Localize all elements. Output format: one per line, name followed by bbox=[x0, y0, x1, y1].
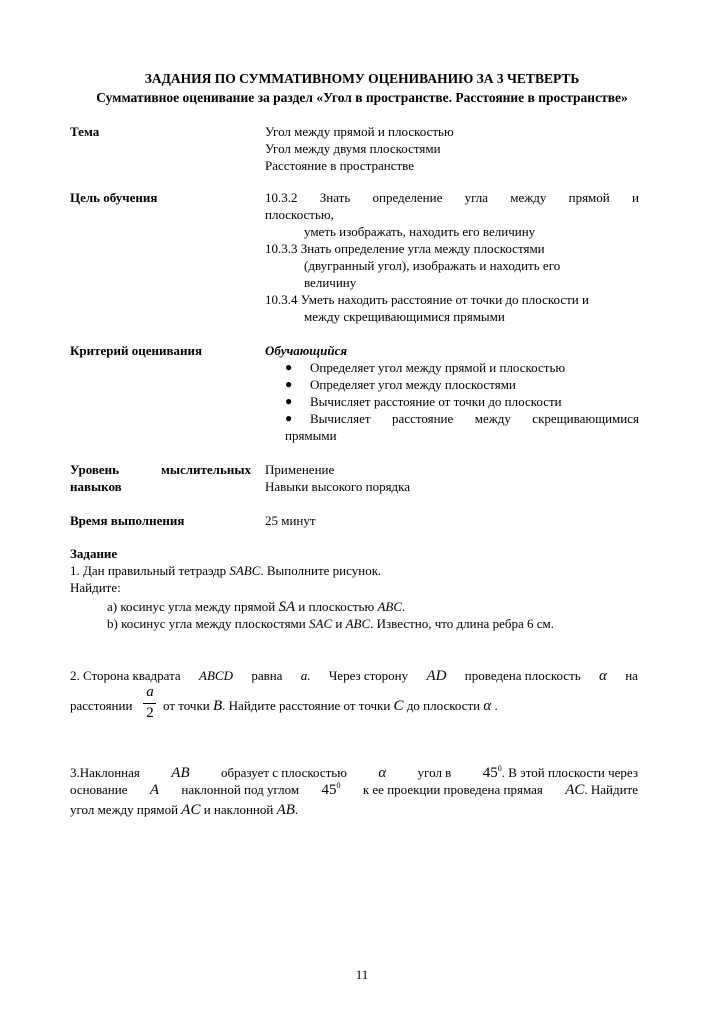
goal-3-line-2: между скрещивающимися прямыми bbox=[304, 309, 505, 324]
task-2-line-1 bbox=[70, 667, 638, 685]
criteria-item-2: Определяет угол между плоскостями bbox=[310, 377, 516, 392]
criteria-who: Обучающийся bbox=[265, 343, 348, 358]
skills-line-1: Применение bbox=[265, 462, 335, 477]
task-3-deg: 45 bbox=[482, 765, 498, 781]
page-number: 11 bbox=[355, 967, 369, 982]
task-2-alpha-2: α bbox=[483, 698, 492, 714]
task-2-b: B bbox=[213, 698, 223, 714]
criteria-item-4-line-1 bbox=[310, 410, 639, 427]
skills-label-word: Уровень bbox=[70, 462, 120, 477]
task-1-a-text: . bbox=[402, 599, 406, 614]
page-title: ЗАДАНИЯ ПО СУММАТИВНОМУ ОЦЕНИВАНИЮ ЗА 3 ЧЕТВЕРТЬ bbox=[144, 71, 580, 86]
task-1-a-abc: ABC bbox=[377, 599, 402, 614]
task-2-abcd: ABCD bbox=[199, 668, 233, 683]
goal-1-word: между bbox=[510, 190, 547, 205]
task-2-text: Через сторону bbox=[328, 668, 409, 683]
time-label: Время выполнения bbox=[70, 513, 185, 528]
task-1-a-text: и плоскостью bbox=[295, 599, 378, 614]
criteria-item-4-word: скрещивающимися bbox=[532, 411, 639, 426]
bullet-icon: ● bbox=[285, 360, 293, 374]
task-1-text: . Выполните рисунок. bbox=[260, 563, 382, 578]
task-3-ac-group bbox=[565, 781, 638, 799]
goal-2-line-1: 10.3.3 Знать определение угла между плоскостями bbox=[265, 241, 545, 256]
time-value: 25 минут bbox=[265, 513, 316, 528]
task-3-text: к ее проекции проведена прямая bbox=[362, 782, 543, 797]
criteria-item-4-word: Вычисляет bbox=[310, 411, 371, 426]
task-2-line-2 bbox=[163, 697, 498, 715]
task-3-line-3 bbox=[70, 801, 298, 819]
task-1-a bbox=[107, 598, 405, 616]
task-1-b-text: . Известно, что длина ребра 6 см. bbox=[370, 616, 554, 631]
goal-1-word: Знать bbox=[319, 190, 351, 205]
criteria-label: Критерий оценивания bbox=[70, 343, 203, 358]
task-3-text: . bbox=[294, 802, 299, 817]
goal-label: Цель обучения bbox=[70, 190, 158, 205]
task-2-text: проведена плоскость bbox=[464, 668, 581, 683]
task-3-line-1 bbox=[70, 764, 638, 782]
task-2-text: . bbox=[494, 698, 498, 713]
task-2-fraction-numerator: a bbox=[146, 684, 154, 700]
task-3-text: . В этой плоскости через bbox=[501, 765, 638, 780]
bullet-icon: ● bbox=[285, 394, 293, 408]
task-3-sup-2: 0 bbox=[336, 781, 341, 790]
skills-label-line-2: навыков bbox=[70, 479, 122, 494]
goal-1-word: определение bbox=[372, 190, 443, 205]
task-3-text: угол в bbox=[417, 765, 452, 780]
goal-1-line-1 bbox=[265, 189, 639, 206]
task-1-tetrahedron: SABC bbox=[229, 563, 261, 578]
task-heading: Задание bbox=[70, 546, 118, 561]
task-3-angle-2 bbox=[321, 781, 340, 799]
task-3-a: A bbox=[149, 782, 160, 798]
task-1-b-text: и bbox=[332, 616, 346, 631]
task-3-sup: 0 bbox=[497, 764, 502, 773]
task-1-text: 1. Дан правильный тетраэдр bbox=[70, 563, 230, 578]
task-3-ac-2: AC bbox=[181, 802, 201, 818]
skills-label-word: мыслительных bbox=[160, 462, 251, 477]
tema-line-3: Расстояние в пространстве bbox=[265, 158, 415, 173]
goal-2-line-2: (двугранный угол), изображать и находить его bbox=[304, 258, 561, 273]
task-1-a-sa: SA bbox=[278, 599, 296, 615]
task-1-b bbox=[107, 615, 554, 632]
goal-1-word: прямой bbox=[568, 190, 610, 205]
task-1-a-text: а) косинус угла между прямой bbox=[107, 599, 279, 614]
criteria-item-4-line-2: прямыми bbox=[285, 428, 337, 443]
task-2-ad: AD bbox=[426, 668, 447, 684]
task-3-ac: AC bbox=[565, 782, 585, 798]
task-3-ab-2: AB bbox=[276, 802, 295, 818]
bullet-icon: ● bbox=[285, 377, 293, 391]
task-2-text: от точки bbox=[163, 698, 210, 713]
task-3-angle bbox=[483, 764, 638, 782]
task-2-text: . Найдите расстояние от точки bbox=[222, 698, 391, 713]
task-2-text: на bbox=[625, 668, 638, 683]
fraction-bar bbox=[143, 703, 156, 704]
task-1-b-abc: ABC bbox=[345, 616, 371, 631]
page-subtitle: Суммативное оценивание за раздел «Угол в пространстве. Расстояние в пространстве» bbox=[96, 90, 628, 105]
task-3-text: угол между прямой bbox=[70, 802, 182, 817]
task-1-b-text: b) косинус угла между плоскостями bbox=[107, 616, 309, 631]
criteria-item-1: Определяет угол между прямой и плоскостью bbox=[310, 360, 566, 375]
task-3-text: наклонной под углом bbox=[181, 782, 300, 797]
goal-1-line-2: плоскостью, bbox=[265, 207, 334, 222]
task-3-text: . Найдите bbox=[584, 782, 638, 797]
bullet-icon: ● bbox=[285, 411, 293, 425]
task-1-b-sac: SAC bbox=[309, 616, 333, 631]
task-3-text: 3.Наклонная bbox=[70, 765, 140, 780]
task-3-ab: AB bbox=[171, 765, 190, 781]
task-3-text: основание bbox=[70, 782, 128, 797]
criteria-item-3: Вычисляет расстояние от точки до плоскости bbox=[310, 394, 562, 409]
task-3-text: и наклонной bbox=[200, 802, 277, 817]
goal-3-line-1: 10.3.4 Уметь находить расстояние от точки до плоскости и bbox=[265, 292, 589, 307]
criteria-item-4-word: между bbox=[474, 411, 511, 426]
goal-1-word: 10.3.2 bbox=[265, 190, 298, 205]
tema-line-1: Угол между прямой и плоскостью bbox=[265, 124, 454, 139]
task-2-dist: расстоянии bbox=[70, 698, 133, 713]
task-3-deg-2: 45 bbox=[321, 782, 337, 798]
task-2-alpha: α bbox=[599, 668, 607, 684]
goal-1-word: угла bbox=[464, 190, 489, 205]
task-1-find: Найдите: bbox=[70, 580, 121, 595]
task-3-text: образует с плоскостью bbox=[221, 765, 347, 780]
criteria-item-4-word: расстояние bbox=[392, 411, 454, 426]
tema-label: Тема bbox=[70, 124, 100, 139]
task-2-c: C bbox=[393, 698, 404, 714]
task-2-text: до плоскости bbox=[406, 698, 481, 713]
task-2-text: 2. Сторона квадрата bbox=[70, 668, 181, 683]
skills-line-2: Навыки высокого порядка bbox=[265, 479, 411, 494]
task-2-a: a. bbox=[300, 668, 311, 683]
task-3-line-2 bbox=[70, 781, 638, 799]
goal-1-line-3: уметь изображать, находить его величину bbox=[304, 224, 536, 239]
task-3-alpha: α bbox=[378, 765, 387, 781]
tema-line-2: Угол между двумя плоскостями bbox=[265, 141, 441, 156]
task-2-fraction-denominator: 2 bbox=[146, 705, 154, 721]
skills-label-line-1 bbox=[70, 461, 251, 478]
task-1-line bbox=[70, 562, 381, 579]
goal-1-word: и bbox=[631, 190, 639, 205]
goal-2-line-3: величину bbox=[304, 275, 357, 290]
task-2-text: равна bbox=[251, 668, 283, 683]
